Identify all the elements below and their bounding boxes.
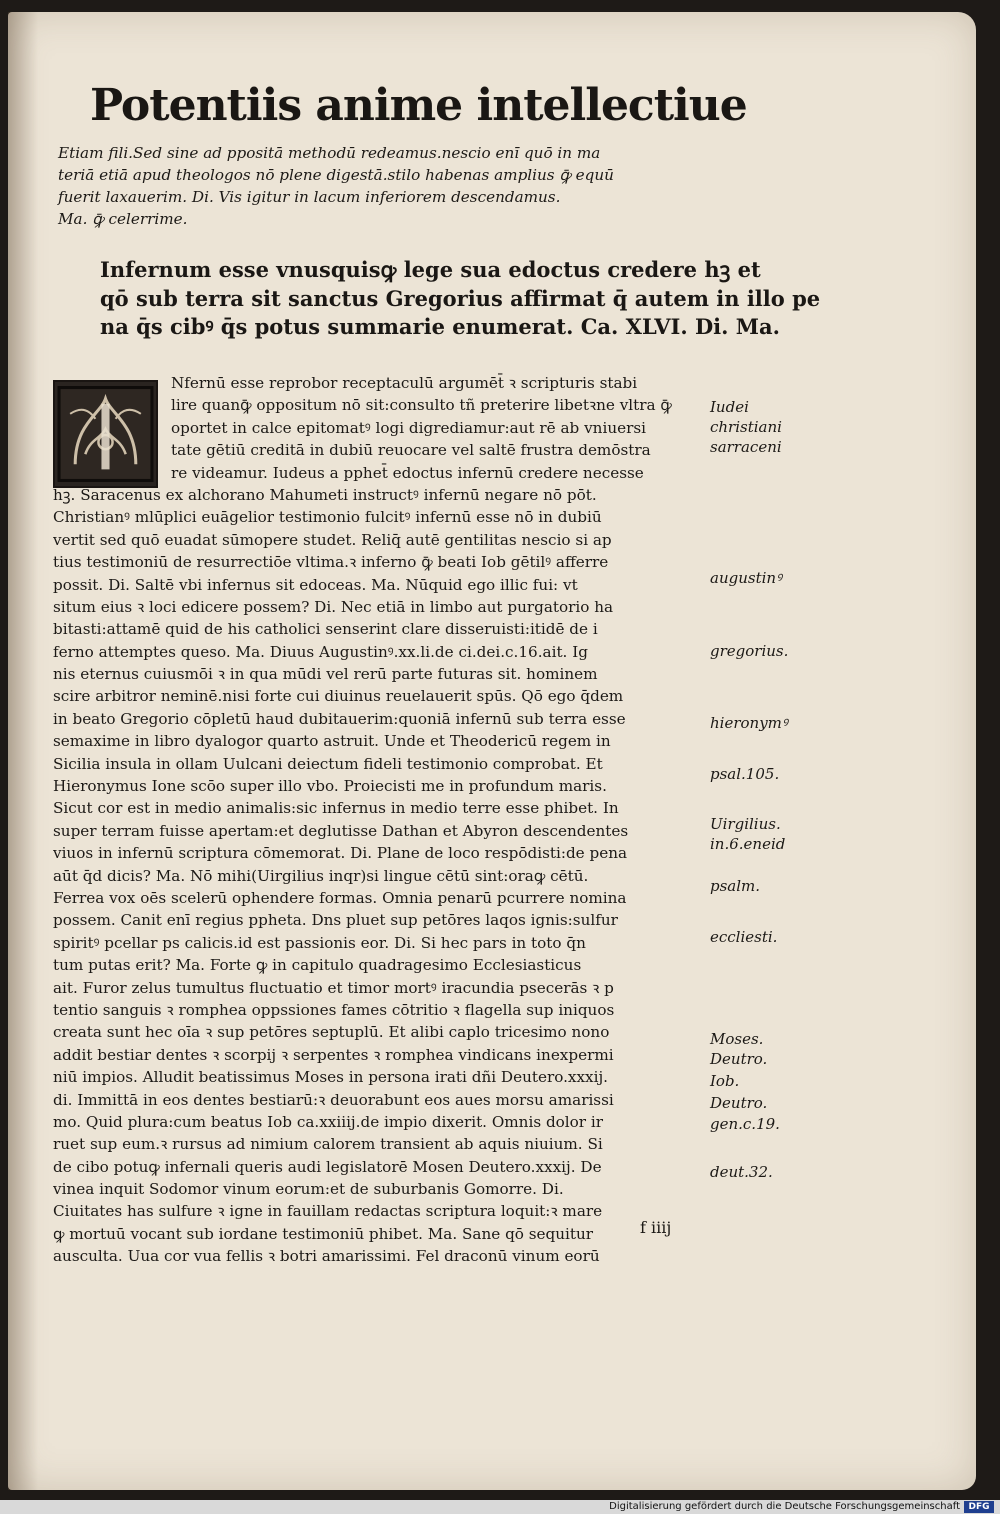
body-line: hꝫ. Saracenus ex alchorano Mahumeti instructꝰ infernū negare nō pōt. <box>53 485 597 504</box>
lead-line: teriā etiā apud theologos nō plene digestā.stilo habenas amplius ꝙ̄ equū <box>58 166 614 184</box>
margin-note: gen.c.19. <box>710 1115 780 1133</box>
body-line: addit bestiar dentes ꝛ scorpij ꝛ serpentes ꝛ romphea vindicans inexpermi <box>53 1045 614 1064</box>
signature-mark: f iiij <box>640 1218 672 1237</box>
lead-paragraph <box>58 142 708 230</box>
margin-note: Deutro. <box>710 1050 768 1068</box>
margin-note: Moses. <box>710 1030 764 1048</box>
body-line: tius testimoniū de resurrectiōe vltima.ꝛ inferno ꝙ̄ beati Iob gētilꝰ afferre <box>53 553 609 572</box>
body-line: spiritꝰ pcellar ps calicis.id est passionis eor. Di. Si hec pars in toto q̄n <box>53 933 586 952</box>
funding-credit: Digitalisierung gefördert durch die Deutsche Forschungsgemeinschaft <box>609 1501 960 1512</box>
body-line: ausculta. Uua cor vua fellis ꝛ botri amarissimi. Fel draconū vinum eorū <box>53 1247 600 1266</box>
margin-note: eccliesti. <box>710 928 778 946</box>
margin-note: Iob. <box>710 1072 740 1090</box>
body-line: tum putas erit? Ma. Forte ꝙ in capitulo quadragesimo Ecclesiasticus <box>53 956 582 975</box>
body-line: re videamur. Iudeus a pphet̄ edoctus infernū credere necesse <box>171 463 644 482</box>
lead-line: fuerit laxauerim. Di. Vis igitur in lacum inferiorem descendamus. <box>58 188 561 206</box>
chapter-heading-line: na q̄s cibꝰ q̄s potus summarie enumerat. Ca. XLVI. Di. Ma. <box>100 314 780 339</box>
body-line: Nfernū esse reprobor receptaculū argumēt̄ ꝛ scripturis stabi <box>171 374 638 392</box>
body-line: creata sunt hec oīa ꝛ sup petōres septuplū. Et alibi caplo tricesimo nono <box>53 1023 610 1042</box>
chapter-heading <box>100 256 821 342</box>
body-line: viuos in infernū scriptura cōmemorat. Di. Plane de loco respōdisti:de pena <box>53 844 628 863</box>
body-line: tentio sanguis ꝛ romphea oppssiones fames cōtritio ꝛ flagella sup iniquos <box>53 1000 615 1019</box>
margin-note: Uirgilius. <box>710 815 781 833</box>
body-line: aūt q̄d dicis? Ma. Nō mihi(Uirgilius inqr)si lingue cētū sint:oraꝙ cētū. <box>53 866 589 885</box>
chapter-heading-line: qō sub terra sit sanctus Gregorius affirmat q̄ autem in illo pe <box>100 285 821 311</box>
body-line: super terram fuisse apertam:et deglutisse Dathan et Abyron descendentes <box>53 821 629 840</box>
body-line: bitasti:attamē quid de his catholici senserint clare disseruisti:itidē de i <box>53 620 598 639</box>
body-line: Sicut cor est in medio animalis:sic infernus in medio terre esse phibet. In <box>53 799 619 818</box>
body-line: situm eius ꝛ loci edicere possem? Di. Nec etiā in limbo aut purgatorio ha <box>53 597 614 616</box>
body-line: lire quanꝙ̄ oppositum nō sit:consulto tñ preterire libetꝛne vltra ꝙ̄ <box>171 396 672 415</box>
margin-note: sarraceni <box>710 438 782 456</box>
body-line: Ferrea vox oēs scelerū ophendere formas. Omnia penarū pcurrere nomina <box>53 888 627 907</box>
body-line: semaxime in libro dyalogor quarto astruit. Unde et Theodericū regem in <box>53 732 611 751</box>
body-line: ferno attemptes queso. Ma. Diuus Augustinꝰ.xx.li.de ci.dei.c.16.ait. Ig <box>53 642 588 661</box>
margin-note: psal.105. <box>710 765 780 783</box>
margin-note: hieronymꝰ <box>710 714 788 732</box>
body-line: possit. Di. Saltē vbi infernus sit edoceas. Ma. Nūquid ego illic fui: vt <box>53 575 578 594</box>
body-line: Ciuitates has sulfure ꝛ igne in fauillam redactas scriptura loquit:ꝛ mare <box>53 1202 603 1221</box>
body-line: in beato Gregorio cōpletū haud dubitauerim:quoniā infernū sub terra esse <box>53 709 626 728</box>
lead-line: Ma. ꝙ̄ celerrime. <box>58 210 188 228</box>
digitization-footer <box>0 1500 1000 1514</box>
lead-line: Etiam fili.Sed sine ad ppositā methodū redeamus.nescio enī quō in ma <box>58 144 601 162</box>
margin-note: in.6.eneid <box>710 835 786 853</box>
body-line: Christianꝰ mlūplici euāgelior testimonio fulcitꝰ infernū esse nō in dubiū <box>53 508 602 527</box>
running-head: Potentiis anime intellectiue <box>90 80 747 131</box>
body-line: di. Immittā in eos dentes bestiarū:ꝛ deuorabunt eos aues morsu amarissi <box>53 1090 614 1109</box>
body-line: possem. Canit enī regius ppheta. Dns pluet sup petōres laqos ignis:sulfur <box>53 911 618 930</box>
margin-note: gregorius. <box>710 642 789 660</box>
margin-note: Iudei <box>710 398 749 416</box>
body-text <box>53 372 713 1268</box>
body-line: scire arbitror neminē.nisi forte cui diuinus reuelauerit spūs. Qō ego q̄dem <box>53 687 624 706</box>
page-gutter-shadow <box>8 12 38 1490</box>
body-line: nis eternus cuiusmōi ꝛ in qua mūdi vel rerū parte futuras sit. hominem <box>53 665 598 684</box>
margin-note: christiani <box>710 418 782 436</box>
body-line: de cibo potuꝙ infernali queris audi legislatorē Mosen Deutero.xxxij. De <box>53 1157 602 1176</box>
body-line: ꝙ mortuū vocant sub iordane testimoniū phibet. Ma. Sane qō sequitur <box>53 1224 594 1243</box>
margin-note: augustinꝰ <box>710 569 782 587</box>
body-line: vinea inquit Sodomor vinum eorum:et de suburbanis Gomorre. Di. <box>53 1180 564 1199</box>
margin-note: psalm. <box>710 877 761 895</box>
body-line: niū impios. Alludit beatissimus Moses in persona irati dñi Deutero.xxxij. <box>53 1068 609 1087</box>
body-line: tate gētiū creditā in dubiū reuocare vel saltē frustra demōstra <box>171 441 651 460</box>
body-line: ait. Furor zelus tumultus fluctuatio et timor mortꝰ iracundia psecerās ꝛ p <box>53 978 614 997</box>
dfg-logo: DFG <box>964 1501 994 1513</box>
margin-note: deut.32. <box>710 1163 773 1181</box>
margin-note: Deutro. <box>710 1094 768 1112</box>
body-line: oportet in calce epitomatꝰ logi digrediamur:aut rē ab vniuersi <box>171 418 646 437</box>
margin-notes <box>710 0 810 1300</box>
chapter-heading-line: Infernum esse vnusquisꝙ lege sua edoctus credere hꝫ et <box>100 257 761 282</box>
body-line: vertit sed quō euadat sūmopere studet. Reliq̄ autē gentilitas nescio si ap <box>53 530 612 549</box>
body-line: ruet sup eum.ꝛ rursus ad nimium calorem transient ab aquis niuium. Si <box>53 1135 603 1154</box>
body-line: Sicilia insula in ollam Uulcani deiectum fideli testimonio comprobat. Et <box>53 754 603 773</box>
body-line: Hieronymus Ione scōo super illo vbo. Proiecisti me in profundum maris. <box>53 777 607 796</box>
body-line: mo. Quid plura:cum beatus Iob ca.xxiiij.de impio dixerit. Omnis dolor ir <box>53 1112 604 1131</box>
